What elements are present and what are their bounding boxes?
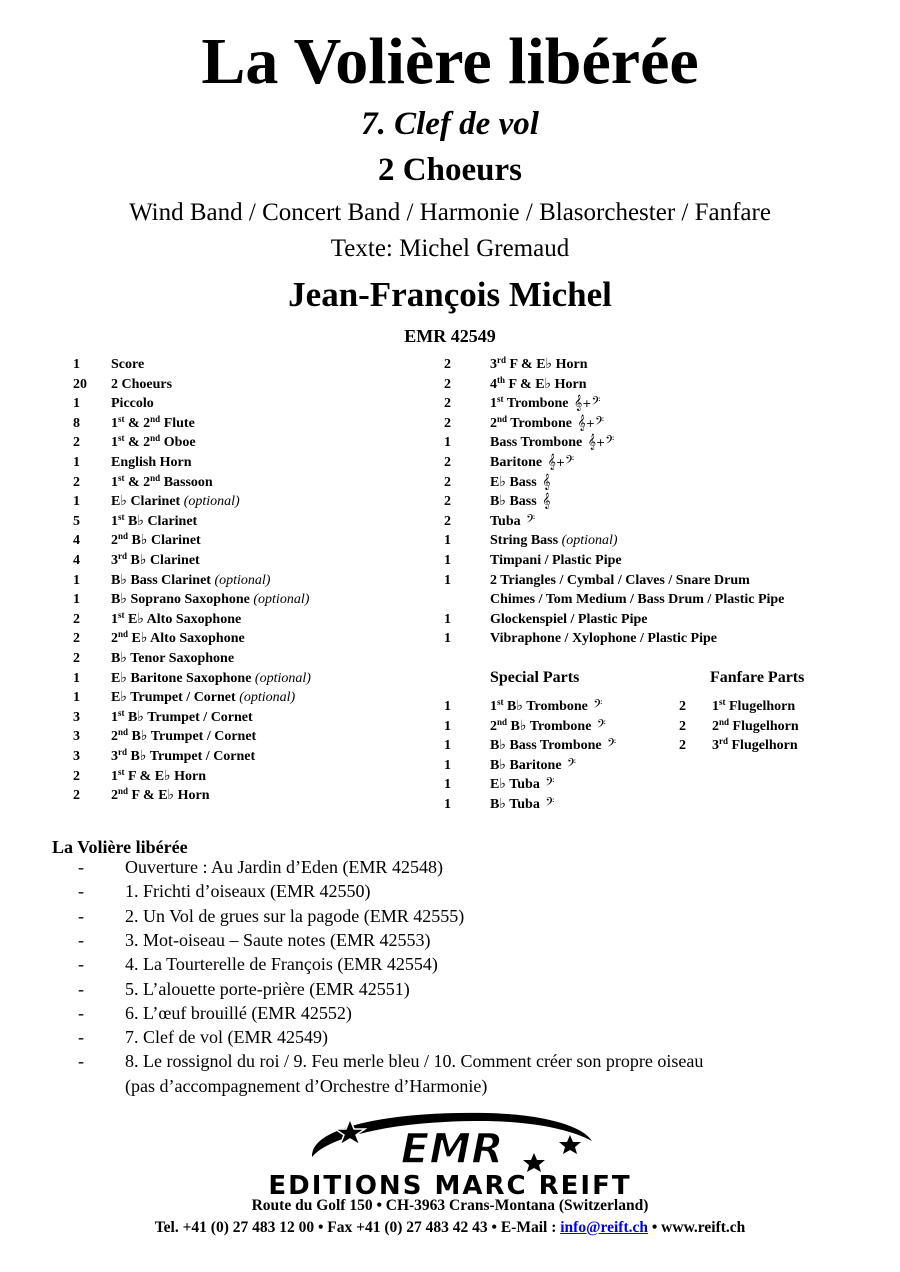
part-quantity: 1	[73, 572, 80, 588]
part-name: 1st & 2nd Bassoon	[111, 472, 213, 490]
part-quantity: 1	[73, 670, 80, 686]
part-name: Tuba 𝄢	[490, 512, 536, 529]
part-name: 1st Flugelhorn	[712, 697, 796, 714]
movement-title: 3. Mot-oiseau – Saute notes (EMR 42553)	[125, 929, 431, 950]
publisher-address: Route du Golf 150 • CH-3963 Crans-Montana (Switzerland)	[251, 1197, 649, 1214]
part-quantity: 4	[73, 553, 80, 568]
optional-note: (optional)	[561, 533, 618, 549]
part-name: Bass Trombone 𝄞+𝄢	[490, 434, 615, 451]
part-name: B♭ Bass 𝄞	[490, 493, 551, 510]
suite-title: La Volière libérée	[52, 837, 188, 857]
ensembles-line: Wind Band / Concert Band / Harmonie / Blasorchester / Fanfare	[129, 199, 771, 226]
part-quantity: 1	[444, 797, 451, 812]
catalog-number: EMR 42549	[404, 326, 496, 346]
optional-note: (optional)	[253, 592, 310, 608]
contact-phone-fax: Tel. +41 (0) 27 483 12 00 • Fax +41 (0) 27 483 42 43 • E-Mail :	[154, 1219, 561, 1236]
part-name: Vibraphone / Xylophone / Plastic Pipe	[490, 631, 718, 647]
part-quantity: 3	[73, 709, 80, 725]
part-quantity: 1	[444, 631, 451, 647]
part-quantity: 1	[444, 611, 451, 627]
list-bullet: -	[78, 905, 84, 926]
part-quantity: 1	[444, 757, 451, 773]
part-quantity: 2	[73, 631, 80, 647]
part-name: English Horn	[111, 455, 192, 470]
part-quantity: 1	[444, 718, 451, 734]
movement-title: 5. L’alouette porte-prière (EMR 42551)	[125, 978, 410, 999]
part-name: E♭ Bass 𝄞	[490, 473, 551, 490]
part-name: Baritone 𝄞+𝄢	[490, 454, 575, 470]
part-name: E♭ Trumpet / Cornet (optional)	[111, 690, 296, 706]
lyrics-credit: Texte: Michel Gremaud	[330, 235, 570, 262]
part-quantity: 2	[444, 396, 451, 412]
fanfare-parts-heading: Fanfare Parts	[710, 669, 805, 686]
part-quantity: 1	[444, 699, 451, 714]
part-name: 1st B♭ Clarinet	[111, 511, 198, 529]
part-name: 2nd B♭ Trumpet / Cornet	[111, 727, 257, 745]
part-name: Chimes / Tom Medium / Bass Drum / Plastic Pipe	[490, 592, 785, 608]
part-name: Piccolo	[111, 396, 154, 412]
part-name: 3rd F & E♭ Horn	[490, 355, 588, 372]
part-quantity: 2	[73, 474, 80, 490]
part-name: 2nd B♭ Clarinet	[111, 531, 201, 549]
publisher-contact	[0, 1218, 900, 1238]
logo-text: EMR	[400, 1124, 504, 1173]
part-name: E♭ Baritone Saxophone (optional)	[111, 670, 311, 686]
part-quantity: 20	[73, 376, 87, 392]
part-quantity: 2	[73, 788, 80, 804]
movement-title: 4. La Tourterelle de François (EMR 42554)	[125, 954, 438, 975]
movement-title: 7. Clef de vol (EMR 42549)	[125, 1027, 328, 1048]
part-name: 2nd F & E♭ Horn	[111, 786, 210, 804]
part-name: 3rd B♭ Clarinet	[111, 551, 200, 568]
part-name: String Bass (optional)	[490, 533, 618, 549]
part-quantity: 1	[444, 553, 451, 568]
special-parts-heading: Special Parts	[490, 669, 580, 686]
part-quantity: 2	[444, 494, 451, 510]
part-quantity: 1	[444, 435, 451, 451]
list-bullet: -	[78, 1051, 84, 1072]
part-quantity: 1	[444, 572, 451, 588]
movement-note: (pas d’accompagnement d’Orchestre d’Harmonie)	[125, 1076, 488, 1096]
part-name: Glockenspiel / Plastic Pipe	[490, 611, 648, 627]
part-quantity: 1	[73, 396, 80, 412]
part-quantity: 2	[679, 699, 686, 714]
part-quantity: 1	[444, 738, 451, 754]
list-bullet: -	[78, 857, 84, 877]
part-quantity: 3	[73, 729, 80, 745]
document-title: La Volière libérée	[201, 25, 699, 98]
part-quantity: 1	[73, 592, 80, 608]
part-name: B♭ Baritone 𝄢	[490, 756, 577, 773]
part-quantity: 2	[444, 455, 451, 470]
part-quantity: 2	[679, 738, 686, 754]
optional-note: (optional)	[254, 670, 311, 686]
part-name: 3rd Flugelhorn	[712, 736, 798, 754]
part-name: 1st Trombone 𝄞+𝄢	[490, 394, 601, 412]
part-quantity: 8	[73, 415, 80, 431]
part-quantity: 5	[73, 513, 80, 529]
part-name: 2nd Trombone 𝄞+𝄢	[490, 413, 604, 431]
choirs-line: 2 Choeurs	[378, 152, 522, 188]
part-name: Score	[111, 357, 145, 372]
part-name: 4th F & E♭ Horn	[490, 374, 587, 392]
part-name: Timpani / Plastic Pipe	[490, 553, 622, 568]
part-quantity: 2	[73, 651, 80, 666]
movement-title: 1. Frichti d’oiseaux (EMR 42550)	[125, 881, 371, 902]
part-quantity: 1	[444, 533, 451, 549]
part-quantity: 2	[444, 376, 451, 392]
part-quantity: 2	[444, 415, 451, 431]
list-bullet: -	[78, 929, 84, 950]
part-name: 2nd E♭ Alto Saxophone	[111, 629, 245, 647]
composer-name: Jean-François Michel	[288, 275, 612, 314]
movement-title: 2. Un Vol de grues sur la pagode (EMR 42555)	[125, 905, 465, 926]
contact-website: • www.reift.ch	[648, 1219, 746, 1236]
part-quantity: 2	[679, 718, 686, 734]
part-name: 1st B♭ Trombone 𝄢	[490, 697, 603, 714]
part-name: 1st E♭ Alto Saxophone	[111, 609, 242, 627]
optional-note: (optional)	[214, 572, 271, 588]
part-name: B♭ Bass Clarinet (optional)	[111, 572, 271, 588]
list-bullet: -	[78, 1002, 84, 1023]
part-name: B♭ Bass Trombone 𝄢	[490, 737, 617, 754]
part-name: 2nd B♭ Trombone 𝄢	[490, 716, 606, 734]
part-quantity: 1	[73, 455, 80, 470]
part-name: E♭ Tuba 𝄢	[490, 776, 555, 793]
part-quantity: 1	[73, 357, 80, 372]
part-name: E♭ Clarinet (optional)	[111, 494, 240, 510]
part-name: 1st & 2nd Oboe	[111, 433, 196, 451]
part-name: B♭ Soprano Saxophone (optional)	[111, 592, 310, 608]
movement-title: Ouverture : Au Jardin d’Eden (EMR 42548)	[125, 857, 443, 877]
part-name: 1st B♭ Trumpet / Cornet	[111, 707, 253, 725]
part-quantity: 2	[73, 768, 80, 784]
list-bullet: -	[78, 954, 84, 975]
part-quantity: 2	[444, 513, 451, 529]
part-quantity: 1	[73, 690, 80, 706]
movement-title: 6. L’œuf brouillé (EMR 42552)	[125, 1002, 352, 1023]
emr-logo	[290, 1107, 610, 1175]
part-quantity: 3	[73, 749, 80, 764]
list-bullet: -	[78, 881, 84, 902]
part-name: B♭ Tuba 𝄢	[490, 796, 555, 812]
email-link[interactable]: info@reift.ch	[560, 1219, 648, 1236]
part-quantity: 2	[73, 435, 80, 451]
list-bullet: -	[78, 978, 84, 999]
part-name: 2nd Flugelhorn	[712, 716, 799, 734]
part-name: 2 Choeurs	[111, 376, 173, 392]
part-name: B♭ Tenor Saxophone	[111, 651, 235, 666]
part-quantity: 2	[73, 611, 80, 627]
part-quantity: 2	[444, 357, 451, 372]
part-quantity: 2	[444, 474, 451, 490]
optional-note: (optional)	[239, 690, 296, 706]
movement-title: 8. Le rossignol du roi / 9. Feu merle bleu / 10. Comment créer son propre oiseau	[125, 1051, 704, 1072]
movement-subtitle: 7. Clef de vol	[361, 106, 539, 142]
publisher-name: EDITIONS MARC REIFT	[268, 1171, 632, 1201]
part-name: 2 Triangles / Cymbal / Claves / Snare Drum	[490, 572, 750, 588]
part-name: 3rd B♭ Trumpet / Cornet	[111, 747, 256, 764]
part-quantity: 1	[444, 777, 451, 793]
list-bullet: -	[78, 1027, 84, 1048]
part-name: 1st F & E♭ Horn	[111, 766, 207, 784]
part-quantity: 1	[73, 494, 80, 510]
optional-note: (optional)	[183, 494, 240, 510]
part-name: 1st & 2nd Flute	[111, 413, 195, 431]
part-quantity: 4	[73, 533, 80, 549]
